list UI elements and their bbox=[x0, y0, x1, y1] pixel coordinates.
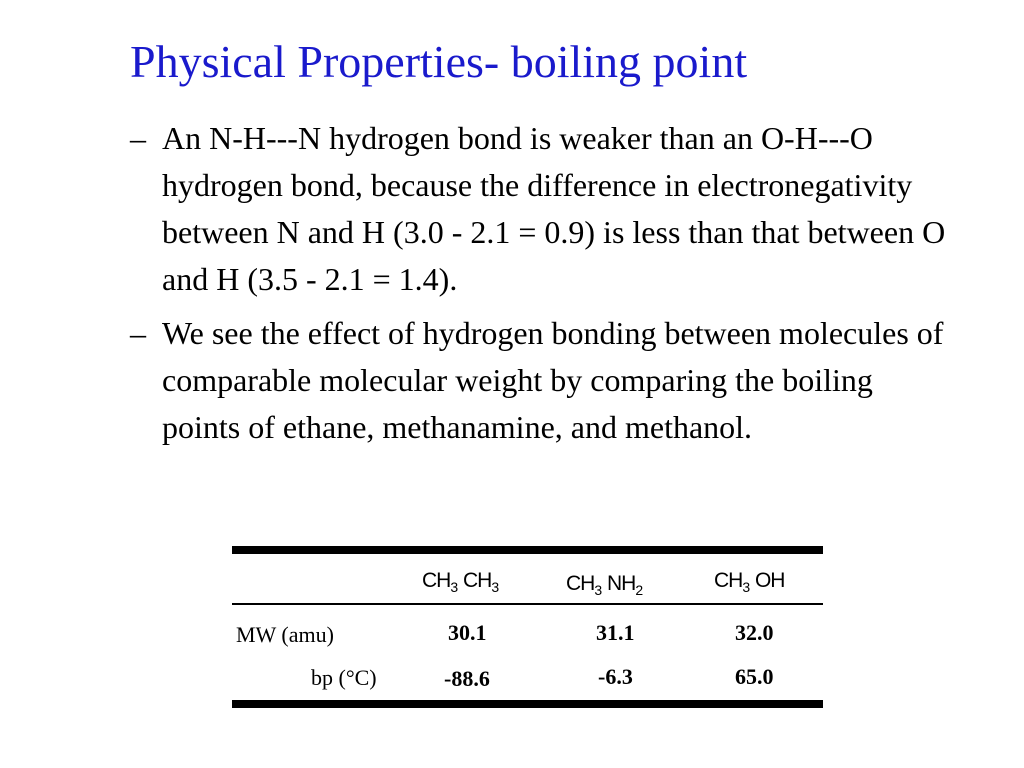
row-label-bp: bp (°C) bbox=[311, 665, 377, 690]
bullet-item bbox=[130, 115, 950, 303]
bullet-list bbox=[130, 115, 950, 458]
table-top-rule bbox=[232, 546, 823, 554]
table-header-rule bbox=[232, 603, 823, 605]
column-header-ethane: $CH_3$ $CH_3$ bbox=[422, 569, 500, 595]
bullet-text: We see the effect of hydrogen bonding between molecules of comparable molecular weight by comparing the boiling points of ethane, methanamine, and methanol. bbox=[162, 315, 944, 445]
table-cell: 65.0 bbox=[735, 664, 774, 689]
table-cell: 30.1 bbox=[448, 620, 487, 645]
table-cell: -88.6 bbox=[444, 666, 490, 691]
column-header-methanol: $CH_3$ OH bbox=[714, 569, 785, 595]
table-cell: 31.1 bbox=[596, 620, 635, 645]
slide-title: Physical Properties- boiling point bbox=[130, 36, 748, 87]
table-cell: -6.3 bbox=[598, 664, 633, 689]
row-label-mw: MW (amu) bbox=[236, 622, 334, 647]
bullet-text: An N-H---N hydrogen bond is weaker than an O-H---O hydrogen bond, because the difference in electronegativity between N and H (3.0 - 2.1 = 0.9) is less than that between O and H (3.5 - 2.1 = 1.4). bbox=[162, 120, 946, 297]
column-header-methanamine: $CH_3$ $NH_2$ bbox=[566, 572, 644, 598]
boiling-point-table bbox=[232, 546, 823, 710]
bullet-marker: – bbox=[130, 315, 146, 351]
bullet-item bbox=[130, 310, 950, 451]
bullet-marker: – bbox=[130, 120, 146, 156]
table-bottom-rule bbox=[232, 700, 823, 708]
table-cell: 32.0 bbox=[735, 620, 774, 645]
